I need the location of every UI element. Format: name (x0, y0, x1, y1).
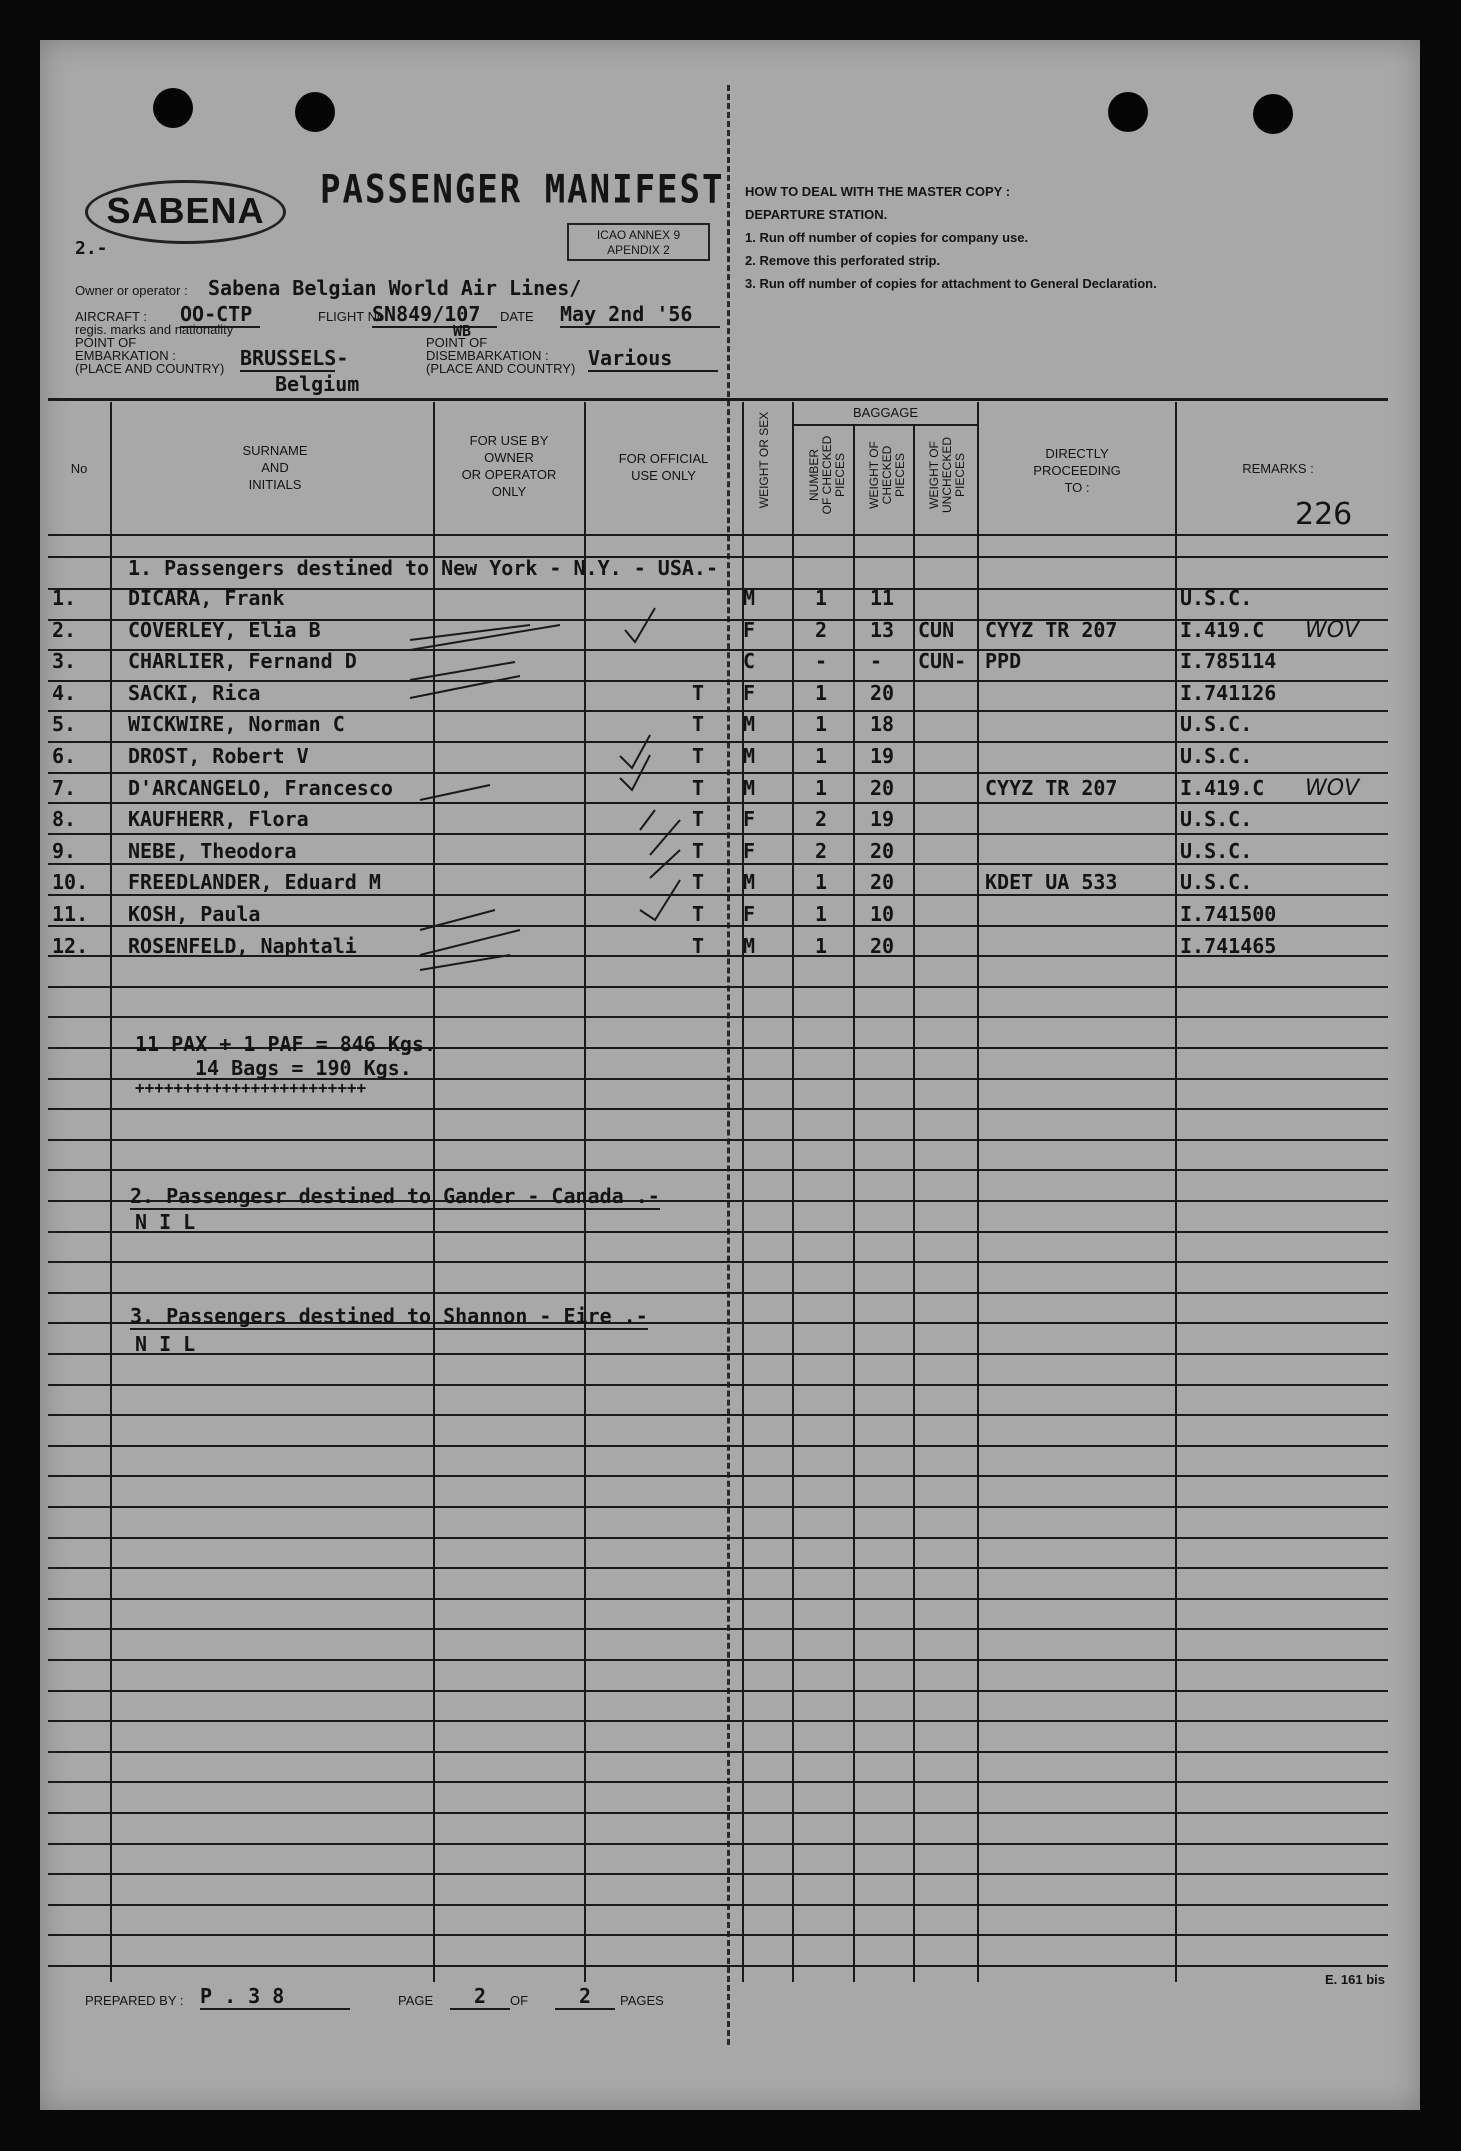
disembarkation-value: Various (588, 346, 718, 372)
checked-weight: 19 (870, 807, 895, 831)
proceeding-to: CYYZ TR 207 (985, 776, 1118, 800)
proceeding-to: PPD (985, 649, 1022, 673)
embarkation-label-1: POINT OF (75, 335, 137, 350)
checked-pieces: 1 (815, 902, 828, 926)
col-header-official-1: FOR OFFICIAL (618, 451, 709, 466)
col-header-no: No (70, 461, 88, 476)
remarks-value: I.419.C (1180, 618, 1265, 642)
section-3-value: N I L (135, 1332, 196, 1356)
col-header-owner-1: FOR USE BY (469, 433, 549, 448)
flight-no-label: FLIGHT No (318, 309, 385, 324)
row-number: 5. (52, 712, 77, 736)
checked-weight: 20 (870, 681, 895, 705)
date-value: May 2nd '56 (560, 302, 720, 328)
checked-pieces: 1 (815, 586, 828, 610)
row-number: 8. (52, 807, 77, 831)
operator-value: Sabena Belgian World Air Lines/ (208, 276, 582, 300)
col-header-unchecked-weight-2: UNCHECKED (940, 437, 954, 514)
checked-weight: 10 (870, 902, 895, 926)
remarks-value: I.741465 (1180, 934, 1277, 958)
passenger-name: COVERLEY, Elia B (128, 618, 321, 642)
page-value: 2 (450, 1984, 510, 2010)
instructions-heading: HOW TO DEAL WITH THE MASTER COPY : (745, 184, 1011, 199)
col-header-owner-4: ONLY (491, 484, 527, 499)
col-header-surname-2: AND (261, 460, 289, 475)
col-header-remarks: REMARKS : (1242, 461, 1314, 476)
pages-label: PAGES (620, 1993, 664, 2008)
row-number: 3. (52, 649, 77, 673)
col-header-checked-pieces-2: OF CHECKED (820, 435, 834, 515)
remarks-value: I.419.C (1180, 776, 1265, 800)
unchecked-baggage: CUN- (918, 649, 967, 673)
official-code: T (692, 712, 705, 736)
remarks-value: U.S.C. (1180, 744, 1253, 768)
passenger-name: ROSENFELD, Naphtali (128, 934, 357, 958)
checked-weight: 11 (870, 586, 895, 610)
unchecked-baggage: CUN (918, 618, 955, 642)
form-code: E. 161 bis (1325, 1972, 1385, 1987)
aircraft-label: AIRCRAFT : (75, 309, 147, 324)
sex-code: M (743, 586, 756, 610)
checked-pieces: 1 (815, 776, 828, 800)
row-number: 7. (52, 776, 77, 800)
official-code: T (692, 744, 705, 768)
remarks-value: U.S.C. (1180, 870, 1253, 894)
col-header-proceeding-2: PROCEEDING (1033, 463, 1121, 478)
section-3-heading: 3. Passengers destined to Shannon - Eire .- (130, 1304, 648, 1328)
official-code: T (692, 934, 705, 958)
disembarkation-label-3: (PLACE AND COUNTRY) (426, 361, 576, 376)
flight-no-value: SN849/107 (372, 302, 497, 328)
row-number: 2. (52, 618, 77, 642)
passenger-name: NEBE, Theodora (128, 839, 297, 863)
remarks-value: I.741126 (1180, 681, 1277, 705)
section-2-heading: 2. Passengesr destined to Gander - Canada .- (130, 1184, 660, 1208)
section-1-heading: 1. Passengers destined to New York - N.Y. - USA.- (128, 556, 719, 580)
of-label: OF (510, 1993, 529, 2008)
passenger-name: KAUFHERR, Flora (128, 807, 309, 831)
sex-code: F (743, 839, 756, 863)
sex-code: M (743, 744, 756, 768)
official-code: T (692, 902, 705, 926)
checked-pieces: 1 (815, 744, 828, 768)
date-label: DATE (500, 309, 534, 324)
col-header-surname-1: SURNAME (242, 443, 308, 458)
proceeding-to: CYYZ TR 207 (985, 618, 1118, 642)
annex-line-2: APENDIX 2 (607, 243, 670, 257)
sex-code: F (743, 681, 756, 705)
proceeding-to: KDET UA 533 (985, 870, 1118, 894)
disembarkation-label-1: POINT OF (426, 335, 488, 350)
sex-code: F (743, 902, 756, 926)
page-title: PASSENGER MANIFEST (320, 167, 725, 213)
checked-pieces: 1 (815, 870, 828, 894)
remarks-value: U.S.C. (1180, 839, 1253, 863)
disembarkation-label-2: DISEMBARKATION : (426, 348, 549, 363)
copy-number: 2.- (75, 238, 108, 259)
remarks-value: I.741500 (1180, 902, 1277, 926)
checked-weight: 13 (870, 618, 895, 642)
sex-code: M (743, 712, 756, 736)
col-header-owner-3: OR OPERATOR (461, 467, 557, 482)
operator-label: Owner or operator : (75, 283, 188, 298)
checked-weight: 20 (870, 934, 895, 958)
row-number: 9. (52, 839, 77, 863)
embarkation-country: Belgium (275, 372, 360, 396)
remarks-value: U.S.C. (1180, 807, 1253, 831)
remarks-value: U.S.C. (1180, 586, 1253, 610)
aircraft-sublabel: regis. marks and nationality (75, 322, 234, 337)
col-header-checked-weight-3: PIECES (893, 453, 907, 498)
col-header-proceeding-3: TO : (1064, 480, 1090, 495)
passenger-name: CHARLIER, Fernand D (128, 649, 357, 673)
row-number: 1. (52, 586, 77, 610)
embarkation-value: BRUSSELS- (240, 346, 349, 370)
row-number: 12. (52, 934, 89, 958)
checked-pieces: 2 (815, 618, 828, 642)
sex-code: C (743, 649, 756, 673)
col-header-checked-weight-1: WEIGHT OF (867, 441, 881, 509)
checked-weight: 19 (870, 744, 895, 768)
col-header-unchecked-weight-3: PIECES (953, 453, 967, 498)
checked-weight: 20 (870, 839, 895, 863)
col-header-owner-2: OWNER (484, 450, 534, 465)
pages-total-value: 2 (555, 1984, 615, 2010)
flight-suffix: WB (453, 322, 472, 340)
totals-bags: 14 Bags = 190 Kgs. (195, 1056, 412, 1080)
checked-pieces: 1 (815, 681, 828, 705)
official-code: T (692, 839, 705, 863)
sabena-logo: SABENA (85, 180, 286, 244)
section-2-value: N I L (135, 1210, 196, 1234)
col-header-official-2: USE ONLY (631, 468, 696, 483)
remarks-value: I.785114 (1180, 649, 1277, 673)
annex-line-1: ICAO ANNEX 9 (596, 228, 681, 242)
prepared-by-value: P . 3 8 (200, 1984, 350, 2010)
instructions-step-2: 2. Remove this perforated strip. (745, 253, 941, 268)
checked-pieces: 2 (815, 839, 828, 863)
embarkation-label-3: (PLACE AND COUNTRY) (75, 361, 225, 376)
passenger-name: DICARA, Frank (128, 586, 285, 610)
sex-code: F (743, 618, 756, 642)
row-number: 4. (52, 681, 77, 705)
col-header-baggage: BAGGAGE (852, 405, 919, 420)
official-code: T (692, 776, 705, 800)
checked-weight: 20 (870, 776, 895, 800)
checked-weight: - (870, 649, 883, 673)
checked-pieces: - (815, 649, 828, 673)
col-header-proceeding-1: DIRECTLY (1045, 446, 1109, 461)
remarks-value: U.S.C. (1180, 712, 1253, 736)
instructions-step-3: 3. Run off number of copies for attachment to General Declaration. (745, 276, 1157, 291)
pen-marks (40, 40, 1420, 2110)
col-header-checked-weight-2: CHECKED (880, 445, 894, 505)
passenger-name: DROST, Robert V (128, 744, 309, 768)
sex-code: F (743, 807, 756, 831)
passenger-name: D'ARCANGELO, Francesco (128, 776, 393, 800)
row-number: 11. (52, 902, 89, 926)
page-stamp-number: 226 (1295, 497, 1353, 532)
checked-weight: 18 (870, 712, 895, 736)
col-header-weight-sex: WEIGHT OR SEX (757, 411, 771, 509)
official-code: T (692, 870, 705, 894)
page-label: PAGE (398, 1993, 434, 2008)
sex-code: M (743, 934, 756, 958)
checked-pieces: 1 (815, 712, 828, 736)
instructions-step-1: 1. Run off number of copies for company use. (745, 230, 1029, 245)
manifest-sheet (40, 40, 1420, 2110)
embarkation-label-2: EMBARKATION : (75, 348, 176, 363)
passenger-name: WICKWIRE, Norman C (128, 712, 345, 736)
row-number: 10. (52, 870, 89, 894)
passenger-name: SACKI, Rica (128, 681, 261, 705)
passenger-name: FREEDLANDER, Eduard M (128, 870, 381, 894)
instructions-station: DEPARTURE STATION. (745, 207, 888, 222)
remarks-note: WOV (1305, 618, 1360, 643)
col-header-checked-pieces-3: PIECES (833, 453, 847, 498)
sex-code: M (743, 776, 756, 800)
col-header-surname-3: INITIALS (248, 477, 302, 492)
col-header-checked-pieces-1: NUMBER (807, 449, 821, 502)
checked-pieces: 1 (815, 934, 828, 958)
official-code: T (692, 807, 705, 831)
official-code: T (692, 681, 705, 705)
passenger-name: KOSH, Paula (128, 902, 261, 926)
totals-pax: 11 PAX + 1 PAF = 846 Kgs. (135, 1032, 437, 1056)
checked-weight: 20 (870, 870, 895, 894)
aircraft-value: OO-CTP (180, 302, 260, 328)
sex-code: M (743, 870, 756, 894)
col-header-unchecked-weight-1: WEIGHT OF (927, 441, 941, 509)
row-number: 6. (52, 744, 77, 768)
totals-separator: ++++++++++++++++++++++++ (135, 1078, 367, 1097)
prepared-by-label: PREPARED BY : (85, 1993, 184, 2008)
checked-pieces: 2 (815, 807, 828, 831)
remarks-note: WOV (1305, 776, 1360, 801)
